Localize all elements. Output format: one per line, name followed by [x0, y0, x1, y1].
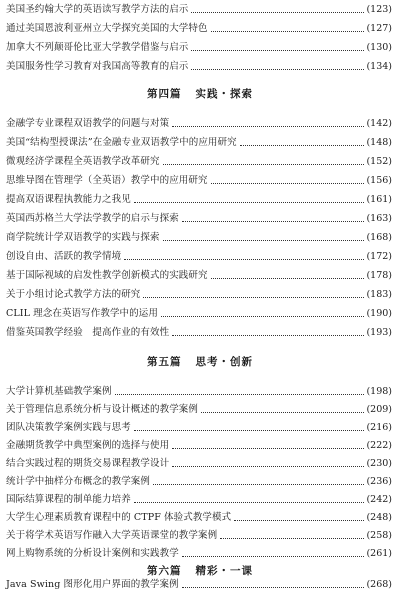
- dot-leader: [191, 12, 364, 13]
- entry-page-number: (142): [366, 118, 392, 129]
- dot-leader: [211, 278, 365, 279]
- entry-title: 思维导图在管理学（全英语）教学中的应用研究: [6, 175, 208, 186]
- dot-leader: [161, 316, 364, 317]
- entry-page-number: (216): [366, 422, 392, 433]
- entry-page-number: (148): [366, 137, 392, 148]
- section-title: 实践・探索: [195, 88, 253, 100]
- dot-leader: [220, 538, 364, 539]
- entry-page-number: (198): [366, 386, 392, 397]
- dot-leader: [134, 202, 365, 203]
- dot-leader: [163, 164, 365, 165]
- toc-entry[interactable]: [6, 323, 392, 339]
- entry-page-number: (183): [366, 289, 392, 300]
- entry-page-number: (261): [366, 548, 392, 559]
- dot-leader: [172, 126, 364, 127]
- dot-leader: [134, 502, 365, 503]
- dot-leader: [115, 394, 365, 395]
- entry-title: 统计学中抽样分布概念的教学案例: [6, 476, 151, 487]
- dot-leader: [191, 69, 364, 70]
- entry-page-number: (172): [366, 251, 392, 262]
- entry-title: 创设自由、活跃的教学情境: [6, 251, 122, 262]
- entry-title: 美国“结构型授课法”在金融专业双语教学中的应用研究: [6, 137, 237, 148]
- section-part-number: 第五篇: [147, 356, 182, 368]
- section-title: 思考・创新: [195, 356, 253, 368]
- dot-leader: [182, 587, 365, 588]
- entry-title: 结合实践过程的期货交易课程教学设计: [6, 458, 170, 469]
- entry-page-number: (242): [366, 494, 392, 505]
- entry-title: 关于将学术英语写作融入大学英语课堂的教学案例: [6, 530, 218, 541]
- toc-entry[interactable]: [6, 266, 392, 282]
- entry-page-number: (152): [366, 156, 392, 167]
- toc-entry[interactable]: [6, 454, 392, 470]
- entry-page-number: (236): [366, 476, 392, 487]
- entry-page-number: (230): [366, 458, 392, 469]
- dot-leader: [134, 430, 365, 431]
- toc-entry[interactable]: [6, 114, 392, 130]
- toc-entry[interactable]: [6, 190, 392, 206]
- entry-page-number: (190): [366, 308, 392, 319]
- toc-entry[interactable]: [6, 575, 392, 591]
- entry-title: Java Swing 图形化用户界面的教学案例: [6, 579, 179, 590]
- section-title: 精彩・一课: [195, 565, 253, 577]
- dot-leader: [182, 221, 365, 222]
- dot-leader: [201, 412, 364, 413]
- toc-entry[interactable]: [6, 400, 392, 416]
- entry-page-number: (222): [366, 440, 392, 451]
- section-part-number: 第六篇: [147, 565, 182, 577]
- entry-title: 团队决策教学案例实践与思考: [6, 422, 131, 433]
- entry-title: 网上购物系统的分析设计案例和实践教学: [6, 548, 179, 559]
- toc-entry[interactable]: [6, 490, 392, 506]
- entry-page-number: (163): [366, 213, 392, 224]
- entry-page-number: (123): [366, 4, 392, 15]
- toc-entry[interactable]: [6, 19, 392, 35]
- toc-entry[interactable]: [6, 57, 392, 73]
- entry-title: 商学院统计学双语教学的实践与探索: [6, 232, 160, 243]
- toc-entry[interactable]: [6, 152, 392, 168]
- entry-title: 通过美国恩波利亚州立大学探究美国的大学特色: [6, 23, 208, 34]
- entry-title: 借鉴英国教学经验 提高作业的有效性: [6, 327, 170, 338]
- entry-page-number: (258): [366, 530, 392, 541]
- entry-title: 大学生心理素质教育课程中的 CTPF 体验式教学模式: [6, 512, 232, 523]
- dot-leader: [211, 183, 365, 184]
- entry-title: 关于小组讨论式教学方法的研究: [6, 289, 141, 300]
- dot-leader: [182, 556, 365, 557]
- entry-page-number: (178): [366, 270, 392, 281]
- entry-title: 微观经济学课程全英语教学改革研究: [6, 156, 160, 167]
- toc-entry[interactable]: [6, 526, 392, 542]
- toc-entry[interactable]: [6, 171, 392, 187]
- toc-entry[interactable]: [6, 508, 392, 524]
- toc-entry[interactable]: [6, 228, 392, 244]
- entry-title: 加拿大不列颠哥伦比亚大学教学借鉴与启示: [6, 42, 189, 53]
- toc-entry[interactable]: [6, 304, 392, 320]
- entry-title: 大学计算机基础教学案例: [6, 386, 112, 397]
- toc-entry[interactable]: [6, 247, 392, 263]
- entry-title: 基于国际视域的启发性教学创新模式的实践研究: [6, 270, 208, 281]
- entry-page-number: (161): [366, 194, 392, 205]
- entry-title: 金融学专业课程双语教学的问题与对策: [6, 118, 170, 129]
- entry-title: 美国圣约翰大学的英语读写教学方法的启示: [6, 4, 189, 15]
- entry-page-number: (168): [366, 232, 392, 243]
- entry-page-number: (268): [366, 579, 392, 590]
- toc-entry[interactable]: [6, 382, 392, 398]
- section-part-number: 第四篇: [147, 88, 182, 100]
- toc-entry[interactable]: [6, 0, 392, 16]
- entry-title: 英国西苏格兰大学法学教学的启示与探索: [6, 213, 179, 224]
- entry-title: 美国服务性学习教育对我国高等教育的启示: [6, 61, 189, 72]
- toc-entry[interactable]: [6, 133, 392, 149]
- dot-leader: [234, 520, 364, 521]
- dot-leader: [172, 448, 364, 449]
- toc-entry[interactable]: [6, 472, 392, 488]
- dot-leader: [172, 335, 364, 336]
- entry-title: 提高双语课程执教能力之我见: [6, 194, 131, 205]
- entry-title: 金融期货教学中典型案例的选择与使用: [6, 440, 170, 451]
- dot-leader: [163, 240, 365, 241]
- entry-page-number: (127): [366, 23, 392, 34]
- dot-leader: [153, 484, 364, 485]
- section-heading-part-4: [0, 86, 400, 101]
- toc-entry[interactable]: [6, 209, 392, 225]
- entry-page-number: (156): [366, 175, 392, 186]
- entry-title: CLIL 理念在英语写作教学中的运用: [6, 308, 158, 319]
- entry-title: 关于管理信息系统分析与设计概述的教学案例: [6, 404, 199, 415]
- dot-leader: [124, 259, 364, 260]
- entry-page-number: (209): [366, 404, 392, 415]
- section-heading-part-5: [0, 354, 400, 369]
- toc-entry[interactable]: [6, 38, 392, 54]
- toc-entry[interactable]: [6, 436, 392, 452]
- toc-entry[interactable]: [6, 285, 392, 301]
- entry-title: 国际结算课程的制单能力培养: [6, 494, 131, 505]
- entry-page-number: (134): [366, 61, 392, 72]
- toc-entry[interactable]: [6, 544, 392, 560]
- dot-leader: [240, 145, 365, 146]
- dot-leader: [172, 466, 364, 467]
- entry-page-number: (130): [366, 42, 392, 53]
- dot-leader: [211, 31, 365, 32]
- dot-leader: [143, 297, 364, 298]
- entry-page-number: (248): [366, 512, 392, 523]
- dot-leader: [191, 50, 364, 51]
- toc-entry[interactable]: [6, 418, 392, 434]
- entry-page-number: (193): [366, 327, 392, 338]
